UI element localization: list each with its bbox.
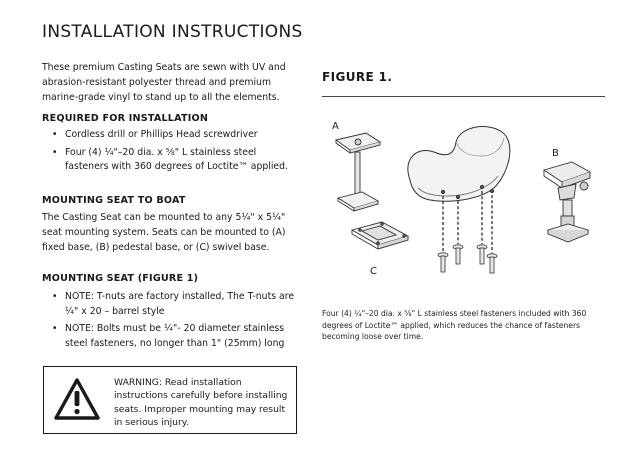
- figure-title: FIGURE 1.: [322, 70, 393, 84]
- required-list: [52, 128, 302, 178]
- figure-divider: [322, 96, 605, 97]
- list-item: • Four (4) ¼"–20 dia. x ⅝" L stainless steel fasteners with 360 degrees of Loctite™ applied.: [52, 146, 302, 175]
- required-heading: REQUIRED FOR INSTALLATION: [42, 113, 209, 124]
- label-c: C: [370, 266, 377, 277]
- list-item: • Cordless drill or Phillips Head screwdriver: [52, 128, 302, 143]
- figure-illustration: [322, 112, 605, 288]
- label-a: A: [332, 121, 339, 132]
- warning-triangle-icon: [54, 377, 100, 421]
- figure-mount-heading: MOUNTING SEAT (FIGURE 1): [42, 273, 199, 284]
- page-title: INSTALLATION INSTRUCTIONS: [42, 22, 303, 42]
- list-item: • NOTE: Bolts must be ¼"- 20 diameter stainless steel fasteners, no longer than 1" (25mm) long: [52, 322, 302, 351]
- swivel-base-c: [352, 222, 408, 249]
- warning-text: WARNING: Read installation instructions carefully before installing seats. Improper mounting may result in serious injury.: [114, 377, 288, 429]
- mounting-heading: MOUNTING SEAT TO BOAT: [42, 195, 186, 206]
- notes-list: [52, 290, 302, 354]
- label-b: B: [552, 148, 559, 159]
- list-item: • NOTE: T-nuts are factory installed, The T-nuts are ¼" x 20 – barrel style: [52, 290, 302, 319]
- figure-caption: Four (4) ¼"–20 dia. x ⅝" L stainless steel fasteners included with 360 degrees of Loctite™ applied, which reduces the chance of fasteners becoming loose over time.: [322, 309, 587, 342]
- fixed-base-a: [336, 133, 380, 211]
- seat-illustration: [408, 127, 510, 202]
- mounting-paragraph: The Casting Seat can be mounted to any 5¼" x 5¼" seat mounting system. Seats can be mounted to (A) fixed base, (B) pedestal base, or (C) swivel base.: [42, 212, 286, 253]
- warning-box: [43, 366, 297, 434]
- intro-paragraph: These premium Casting Seats are sewn with UV and abrasion-resistant polyester thread and premium marine-grade vinyl to stand up to all the elements.: [42, 62, 286, 103]
- pedestal-base-b: [544, 162, 590, 242]
